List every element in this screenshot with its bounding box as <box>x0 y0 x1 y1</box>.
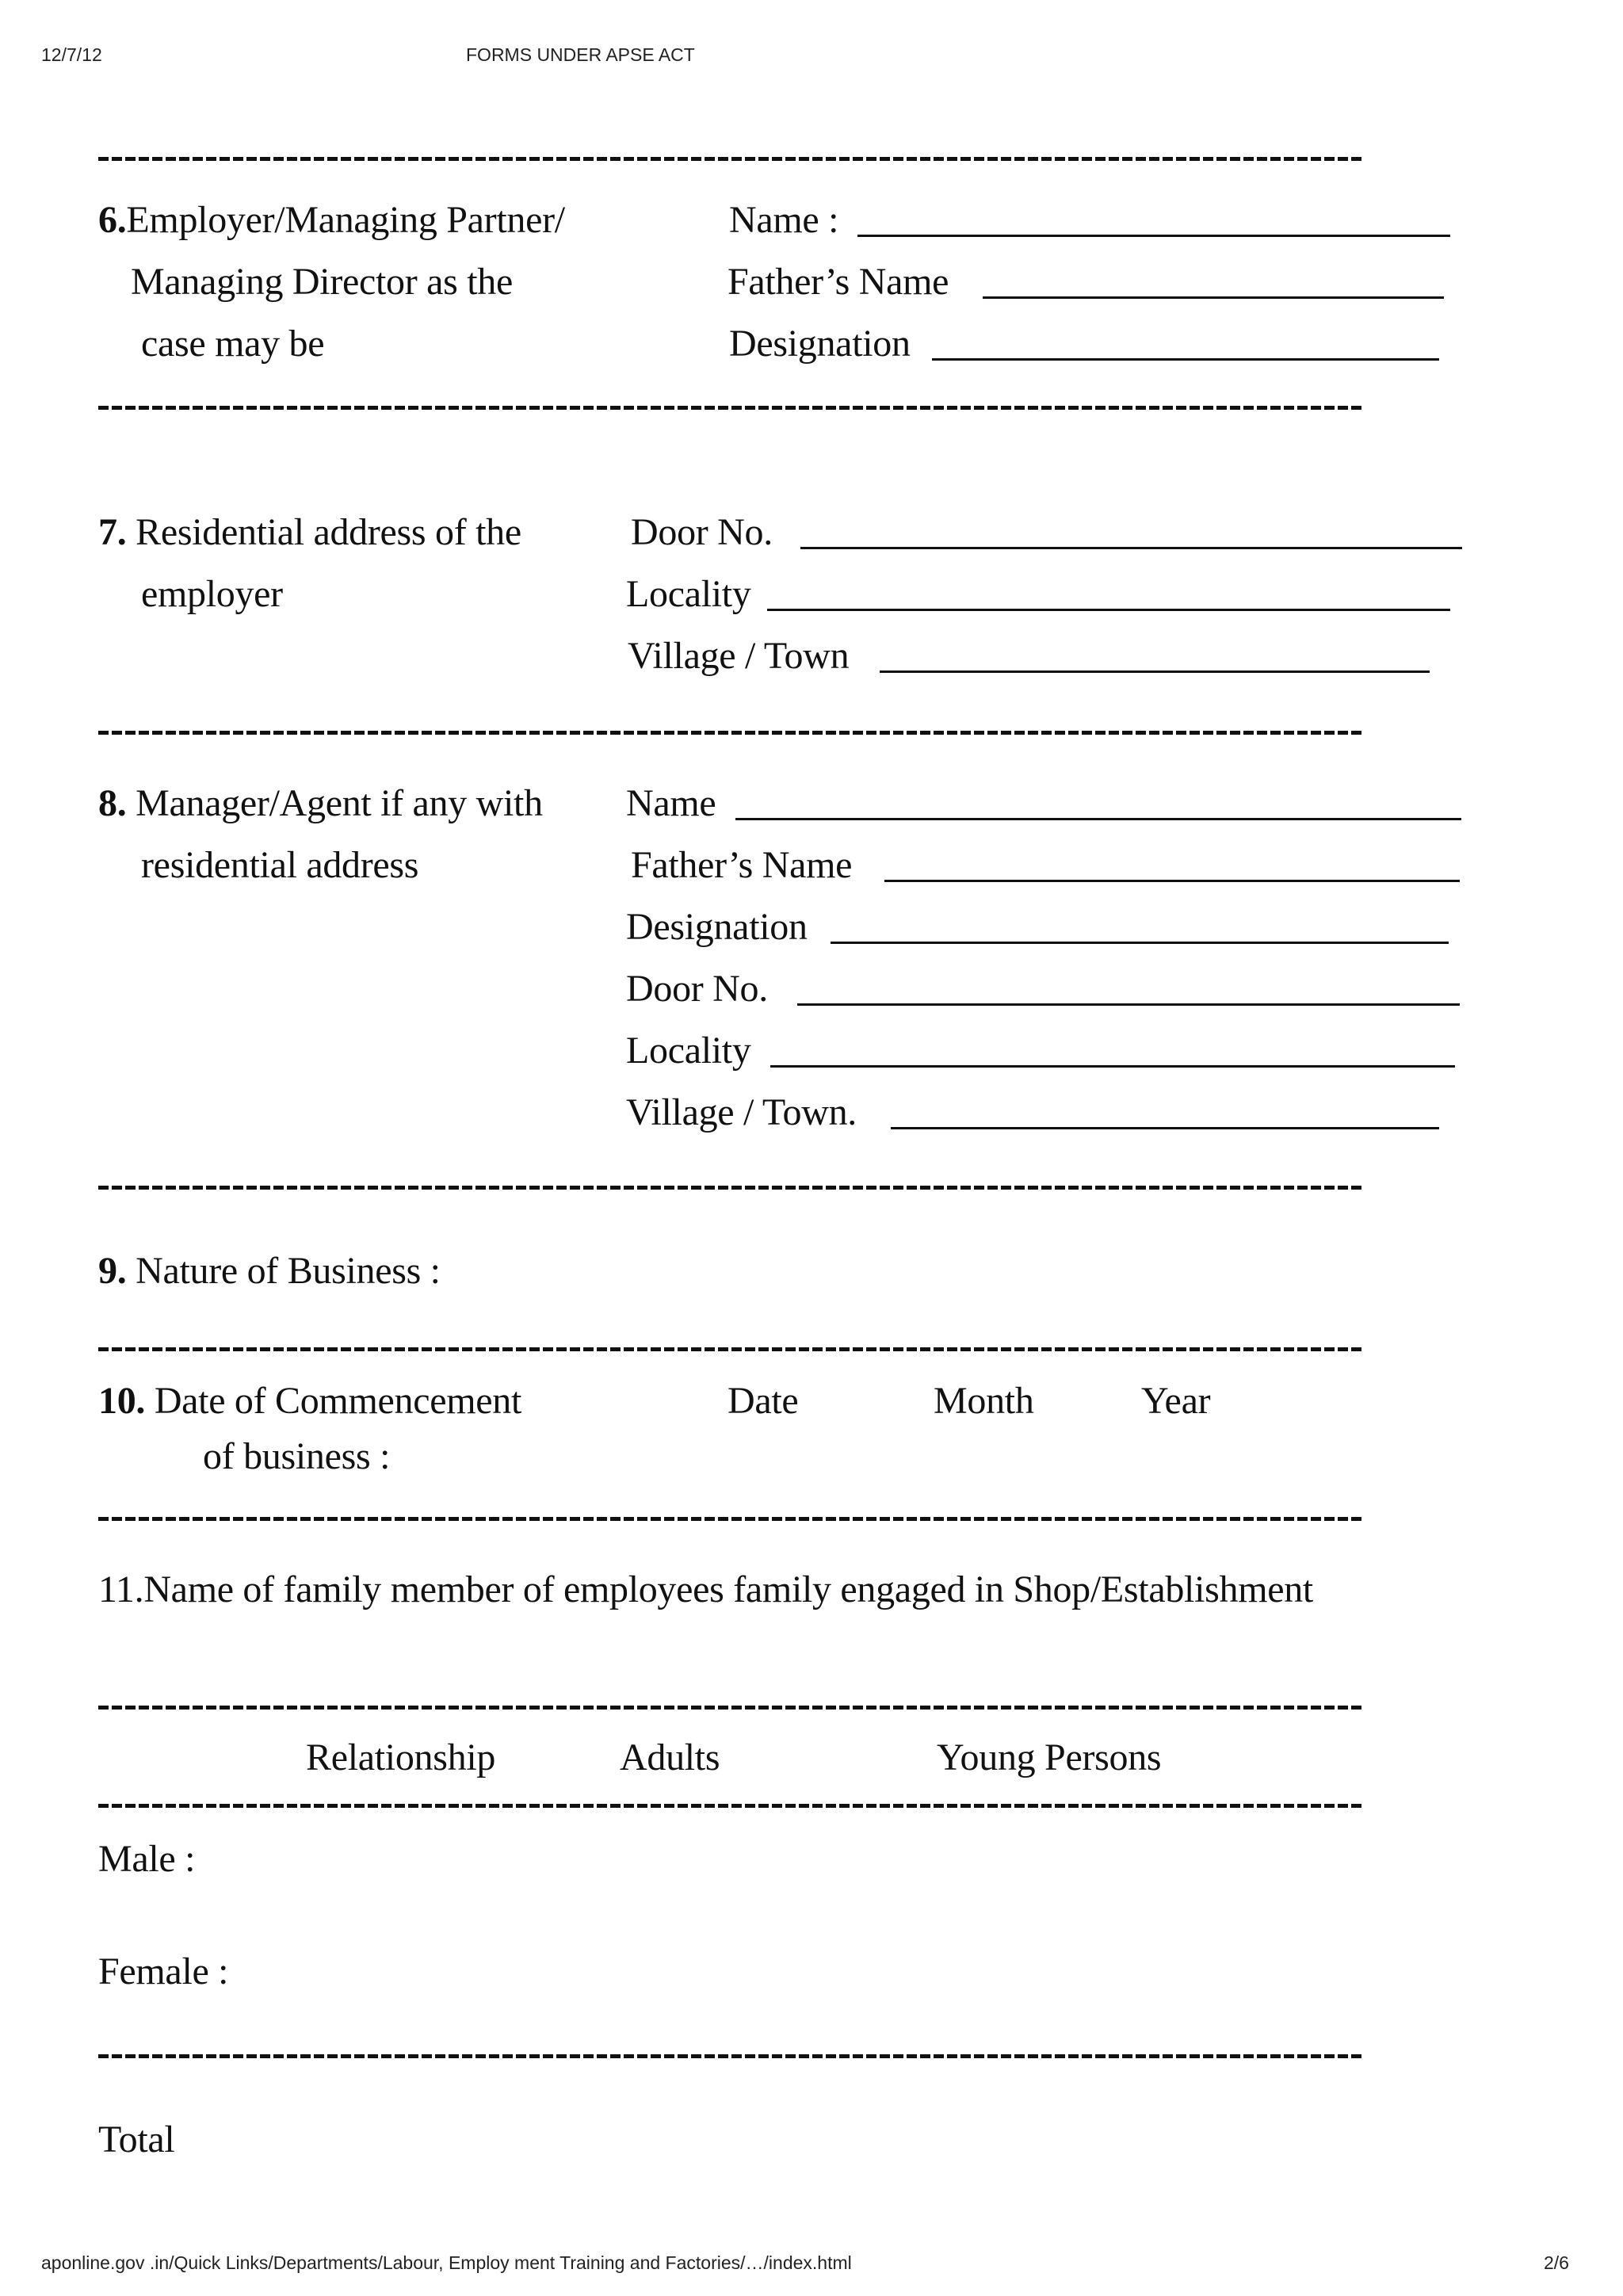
item7-label-line1 <box>98 511 521 553</box>
item8-label-line2: residential address <box>141 844 419 886</box>
item8-father-name-label: Father’s Name <box>631 844 853 886</box>
item9-number: 9. <box>98 1250 127 1292</box>
item7-village-town-field[interactable] <box>880 670 1430 673</box>
item7-door-no-label: Door No. <box>631 511 773 553</box>
item8-name-label: Name <box>626 782 716 824</box>
divider <box>98 406 1364 410</box>
item9-label-text: Nature of Business : <box>136 1250 441 1292</box>
item8-label-text: Manager/Agent if any with <box>136 782 543 824</box>
item6-father-name-field[interactable] <box>983 296 1444 299</box>
print-date: 12/7/12 <box>41 44 102 65</box>
item6-father-name-label: Father’s Name <box>727 261 949 303</box>
item9-label <box>98 1252 441 1290</box>
item7-label-line2: employer <box>141 573 283 615</box>
item6-label-text: Employer/Managing Partner/ <box>126 199 565 241</box>
item8-door-no-label: Door No. <box>626 968 768 1010</box>
item8-label-line1 <box>98 782 543 824</box>
item10-date-column: Date <box>727 1380 799 1422</box>
item7-number: 7. <box>98 511 127 553</box>
item6-name-field[interactable] <box>857 235 1450 237</box>
item8-village-town-label: Village / Town. <box>626 1091 857 1133</box>
footer-url: aponline.gov .in/Quick Links/Departments/Labour, Employ ment Training and Factories/…/index.html <box>41 2252 852 2273</box>
item6-designation-label: Designation <box>729 323 911 365</box>
table-total-label: Total <box>98 2118 175 2160</box>
item10-label-line1 <box>98 1382 521 1420</box>
item8-name-field[interactable] <box>735 818 1461 820</box>
item10-year-column: Year <box>1141 1380 1211 1422</box>
table-header-adults: Adults <box>620 1736 720 1778</box>
item10-month-column: Month <box>934 1380 1034 1422</box>
item8-locality-field[interactable] <box>770 1065 1455 1068</box>
divider <box>98 1706 1364 1710</box>
divider <box>98 731 1364 735</box>
item7-locality-field[interactable] <box>767 609 1450 611</box>
divider <box>98 1347 1364 1351</box>
item8-door-no-field[interactable] <box>797 1003 1460 1006</box>
item7-label-text: Residential address of the <box>136 511 521 553</box>
item7-village-town-label: Village / Town <box>628 635 850 677</box>
table-header-relationship: Relationship <box>306 1736 496 1778</box>
item10-number: 10. <box>98 1380 146 1422</box>
item6-designation-field[interactable] <box>932 358 1439 361</box>
item8-designation-field[interactable] <box>831 942 1449 944</box>
item11-label: 11.Name of family member of employees family engaged in Shop/Establishment <box>98 1568 1313 1610</box>
item7-door-no-field[interactable] <box>800 547 1462 549</box>
table-row-female-label: Female : <box>98 1950 229 1992</box>
item6-label-line3: case may be <box>141 323 325 365</box>
item6-label-line2: Managing Director as the <box>131 261 513 303</box>
item8-designation-label: Designation <box>626 906 808 948</box>
footer-page-number: 2/6 <box>1544 2252 1569 2273</box>
table-row-male-label: Male : <box>98 1838 196 1880</box>
divider <box>98 157 1364 161</box>
table-header-young-persons: Young Persons <box>937 1736 1162 1778</box>
item7-locality-label: Locality <box>626 573 751 615</box>
item6-label-line1 <box>98 201 565 239</box>
print-title: FORMS UNDER APSE ACT <box>466 44 695 65</box>
divider <box>98 1804 1364 1808</box>
divider <box>98 2054 1364 2058</box>
item8-locality-label: Locality <box>626 1030 751 1072</box>
item8-number: 8. <box>98 782 127 824</box>
item6-name-label: Name : <box>729 199 839 241</box>
item6-number: 6. <box>98 199 127 241</box>
divider <box>98 1186 1364 1190</box>
item8-village-town-field[interactable] <box>891 1127 1439 1129</box>
divider <box>98 1517 1364 1521</box>
item10-label-line2: of business : <box>203 1435 391 1477</box>
item8-father-name-field[interactable] <box>884 880 1460 882</box>
item10-label-text: Date of Commencement <box>154 1380 521 1422</box>
